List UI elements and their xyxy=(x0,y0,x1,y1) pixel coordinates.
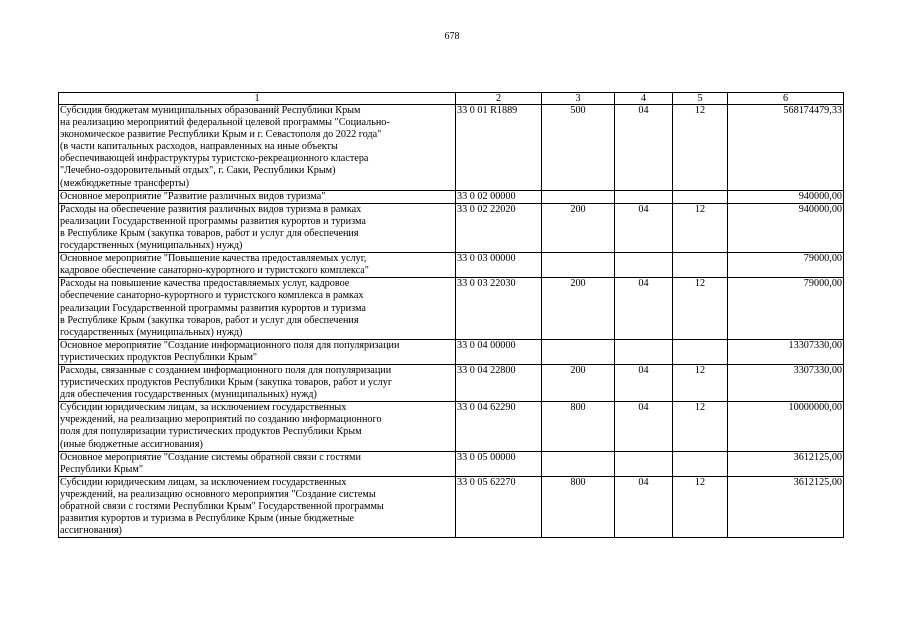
row-code: 33 0 03 00000 xyxy=(456,253,542,278)
budget-table xyxy=(58,92,844,538)
row-description xyxy=(59,339,456,364)
row-code: 33 0 04 00000 xyxy=(456,339,542,364)
description-line: поля для популяризации туристических продуктов Республики Крым xyxy=(60,426,362,438)
row-subsection: 12 xyxy=(673,402,728,451)
header-cell-5: 5 xyxy=(673,93,728,105)
row-expense-type: 500 xyxy=(542,105,615,191)
page-number: 678 xyxy=(444,31,460,42)
row-code: 33 0 04 22800 xyxy=(456,364,542,401)
row-subsection: 12 xyxy=(673,105,728,191)
description-line: Субсидия бюджетам муниципальных образований Республики Крым xyxy=(60,105,361,116)
row-code: 33 0 05 62270 xyxy=(456,476,542,537)
table-row xyxy=(59,278,844,339)
description-line: "Лечебно-оздоровительный отдых", г. Саки, Республики Крым) xyxy=(60,165,336,177)
row-section: 04 xyxy=(615,278,673,339)
description-line: обратной связи с гостями Республики Крым" Государственной программы xyxy=(60,501,384,512)
row-expense-type xyxy=(542,253,615,278)
row-section xyxy=(615,253,673,278)
row-expense-type: 800 xyxy=(542,402,615,451)
row-subsection: 12 xyxy=(673,364,728,401)
row-subsection xyxy=(673,339,728,364)
row-subsection xyxy=(673,190,728,203)
row-description xyxy=(59,278,456,339)
description-line: государственных (муниципальных) нужд) xyxy=(60,240,243,252)
description-line: Расходы, связанные с созданием информационного поля для популяризации xyxy=(60,364,392,376)
row-amount: 79000,00 xyxy=(728,278,844,339)
description-line: Основное мероприятие "Создание системы обратной связи с гостями xyxy=(60,451,361,463)
description-line: (иные бюджетные ассигнования) xyxy=(60,438,203,450)
description-line: реализации Государственной программы развития курортов и туризма xyxy=(60,215,366,227)
row-amount: 3612125,00 xyxy=(728,476,844,537)
row-amount: 10000000,00 xyxy=(728,402,844,451)
row-code: 33 0 02 00000 xyxy=(456,190,542,203)
description-line: Основное мероприятие "Создание информационного поля для популяризации xyxy=(60,339,400,351)
row-section: 04 xyxy=(615,203,673,252)
table-row xyxy=(59,190,844,203)
row-amount: 79000,00 xyxy=(728,253,844,278)
table-row xyxy=(59,105,844,191)
description-line: учреждений, на реализацию мероприятий по созданию информационного xyxy=(60,414,382,426)
row-expense-type: 200 xyxy=(542,364,615,401)
description-line: ассигнования) xyxy=(60,525,122,537)
description-line: учреждений, на реализацию основного мероприятия "Создание системы xyxy=(60,488,376,500)
table-row xyxy=(59,253,844,278)
row-amount: 568174479,33 xyxy=(728,105,844,191)
row-code: 33 0 04 62290 xyxy=(456,402,542,451)
description-line: развития курортов и туризма в Республике Крым (иные бюджетные xyxy=(60,513,355,525)
row-code: 33 0 03 22030 xyxy=(456,278,542,339)
row-subsection xyxy=(673,253,728,278)
row-expense-type: 200 xyxy=(542,278,615,339)
description-line: в Республике Крым (закупка товаров, работ и услуг для обеспечения xyxy=(60,314,359,326)
description-line: Республики Крым" xyxy=(60,463,143,475)
description-line: обеспечение санаторно-курортного и туристского комплекса в рамках xyxy=(60,290,364,302)
description-line: государственных (муниципальных) нужд) xyxy=(60,326,243,338)
row-description xyxy=(59,253,456,278)
row-expense-type xyxy=(542,451,615,476)
row-expense-type xyxy=(542,190,615,203)
description-line: в Республике Крым (закупка товаров, работ и услуг для обеспечения xyxy=(60,227,359,239)
row-description xyxy=(59,364,456,401)
header-cell-2: 2 xyxy=(456,93,542,105)
description-line: туристических продуктов Республики Крым (закупка товаров, работ и услуг xyxy=(60,377,393,389)
description-line: (в части капитальных расходов, направленных на иные объекты xyxy=(60,141,338,153)
table-row xyxy=(59,364,844,401)
row-description xyxy=(59,190,456,203)
description-line: для обеспечения государственных (муниципальных) нужд) xyxy=(60,389,317,401)
description-line: Основное мероприятие "Повышение качества предоставляемых услуг, xyxy=(60,253,367,265)
header-row xyxy=(59,93,844,105)
row-expense-type xyxy=(542,339,615,364)
table-row xyxy=(59,402,844,451)
row-expense-type: 200 xyxy=(542,203,615,252)
row-section xyxy=(615,190,673,203)
row-amount: 13307330,00 xyxy=(728,339,844,364)
description-line: туристических продуктов Республики Крым" xyxy=(60,351,258,363)
row-subsection: 12 xyxy=(673,278,728,339)
description-line: Субсидии юридическим лицам, за исключением государственных xyxy=(60,476,347,488)
table-row xyxy=(59,451,844,476)
description-line: обеспечивающей инфраструктуры туристско-рекреационного кластера xyxy=(60,153,369,165)
row-section: 04 xyxy=(615,402,673,451)
row-amount: 3612125,00 xyxy=(728,451,844,476)
table-row xyxy=(59,476,844,537)
row-description xyxy=(59,402,456,451)
description-line: Расходы на повышение качества предоставляемых услуг, кадровое xyxy=(60,278,350,290)
row-subsection xyxy=(673,451,728,476)
row-section: 04 xyxy=(615,476,673,537)
description-line: на реализацию мероприятий федеральной целевой программы "Социально- xyxy=(60,117,390,129)
row-description xyxy=(59,476,456,537)
table-row xyxy=(59,203,844,252)
row-amount: 940000,00 xyxy=(728,190,844,203)
description-line: реализации Государственной программы развития курортов и туризма xyxy=(60,302,366,314)
header-cell-6: 6 xyxy=(728,93,844,105)
row-amount: 3307330,00 xyxy=(728,364,844,401)
row-subsection: 12 xyxy=(673,203,728,252)
description-line: Субсидии юридическим лицам, за исключением государственных xyxy=(60,402,347,414)
description-line: кадровое обеспечение санаторно-курортного и туристского комплекса" xyxy=(60,265,369,277)
table-row xyxy=(59,339,844,364)
header-cell-1: 1 xyxy=(59,93,456,105)
table-body xyxy=(59,93,844,538)
description-line: Расходы на обеспечение развития различных видов туризма в рамках xyxy=(60,203,362,215)
row-subsection: 12 xyxy=(673,476,728,537)
row-amount: 940000,00 xyxy=(728,203,844,252)
header-cell-3: 3 xyxy=(542,93,615,105)
description-line: Основное мероприятие "Развитие различных видов туризма" xyxy=(60,190,326,202)
row-code: 33 0 02 22020 xyxy=(456,203,542,252)
description-line: (межбюджетные трансферты) xyxy=(60,177,190,189)
row-description xyxy=(59,451,456,476)
row-code: 33 0 01 R1889 xyxy=(456,105,542,191)
row-description xyxy=(59,105,456,191)
row-description xyxy=(59,203,456,252)
row-section xyxy=(615,451,673,476)
row-section: 04 xyxy=(615,364,673,401)
row-expense-type: 800 xyxy=(542,476,615,537)
header-cell-4: 4 xyxy=(615,93,673,105)
row-code: 33 0 05 00000 xyxy=(456,451,542,476)
row-section xyxy=(615,339,673,364)
description-line: экономическое развитие Республики Крым и г. Севастополя до 2022 года" xyxy=(60,129,382,141)
row-section: 04 xyxy=(615,105,673,191)
